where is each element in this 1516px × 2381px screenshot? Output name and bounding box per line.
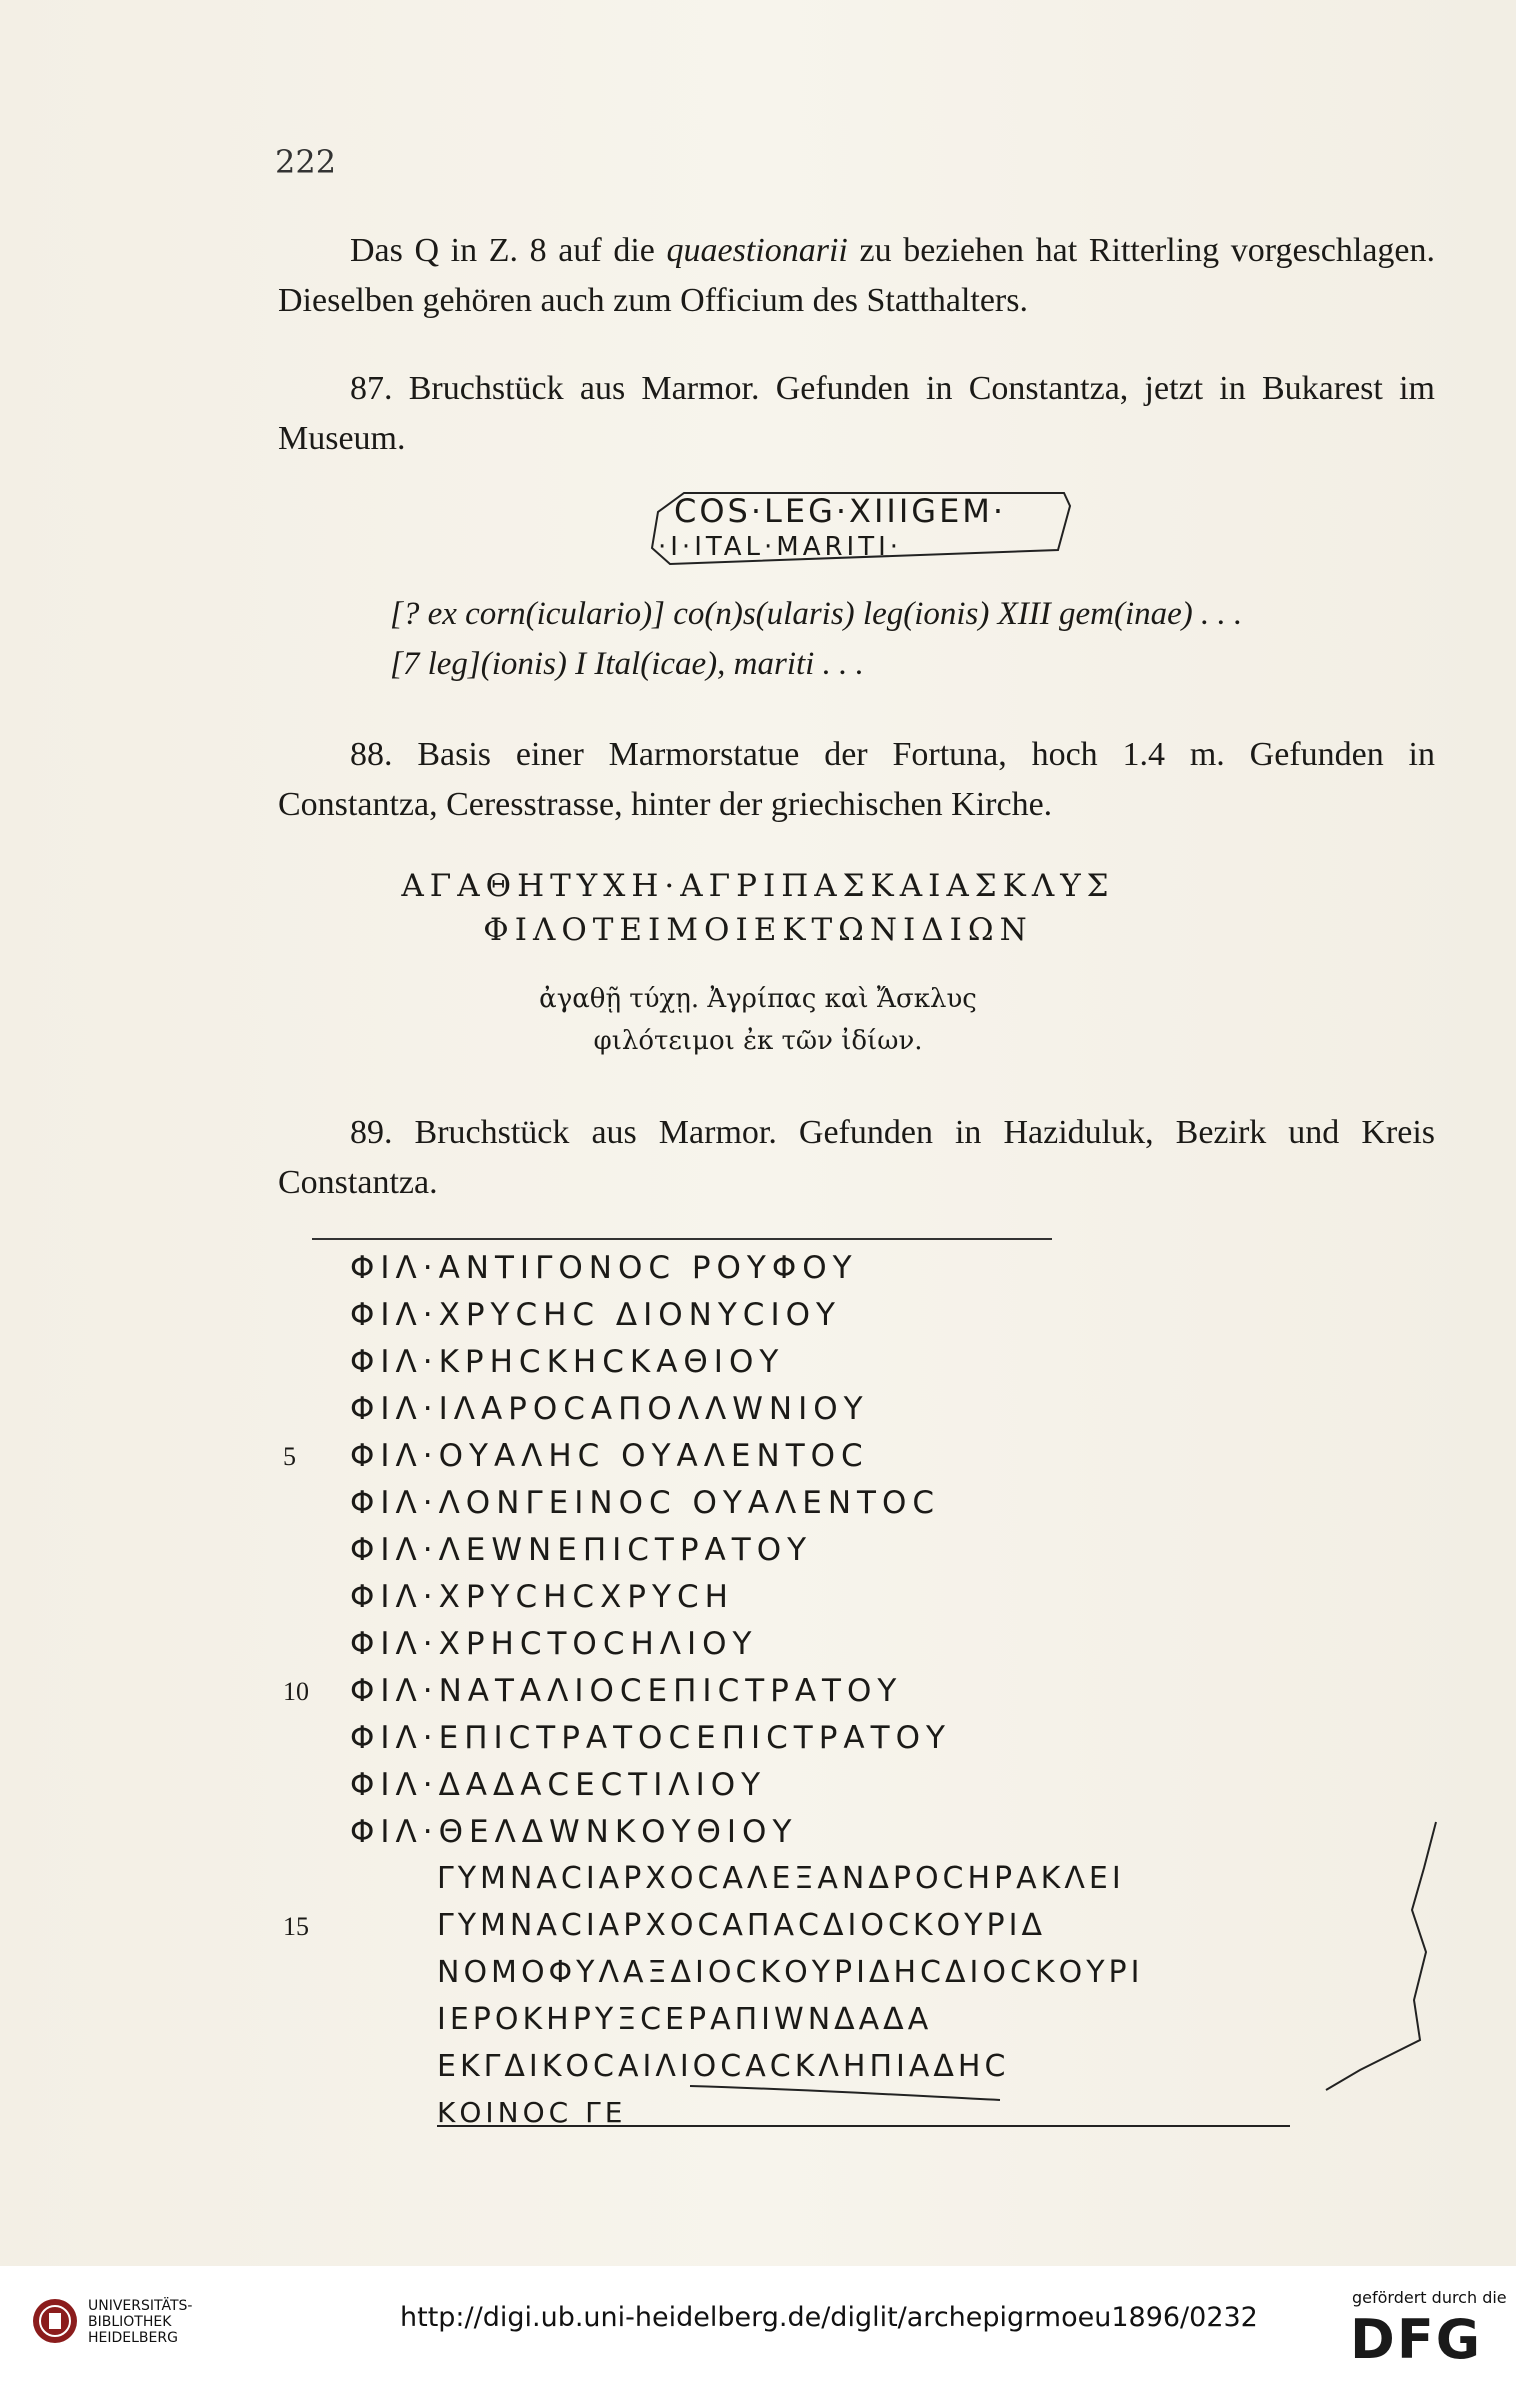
inscription-89-line: ΚΟΙΝΟC ΓΕ	[437, 2096, 627, 2129]
inscription-89-line: ΓΥΜΝΑCΙΑΡΧΟCΑΛΕΞΑΝΔΡΟCΗΡΑΚΛΕΙ	[437, 1861, 1125, 1896]
inscription-89-line: ΦΙΛ·ΑΝΤΙΓΟΝΟC ΡΟΥΦΟΥ	[350, 1250, 858, 1286]
footer-bar	[0, 2266, 1516, 2381]
inscription-89-line: ΦΙΛ·ΛΟΝΓΕΙΝΟC ΟΥΑΛΕΝΤΟC	[350, 1485, 940, 1521]
inscription-89-line: ΦΙΛ·ΧΡΥCΗCΧΡΥCΗ	[350, 1579, 734, 1615]
funding-note: gefördert durch die	[1352, 2288, 1507, 2307]
para1-rest: zu beziehen hat Ritterling vorgeschlagen. Dieselben gehören auch zum Officium des Statthalters.	[278, 232, 1436, 319]
institution-line: BIBLIOTHEK	[88, 2314, 172, 2330]
institution-line: HEIDELBERG	[88, 2330, 178, 2346]
transcription-87-line-1: [? ex corn(iculario)] co(n)s(ularis) leg(ionis) XIII gem(inae) . . .	[390, 596, 1243, 632]
page-number: 222	[275, 143, 337, 181]
inscription-89-line: ΦΙΛ·ΟΥΑΛΗC ΟΥΑΛΕΝΤΟC	[350, 1438, 869, 1474]
inscription-89-line: ΦΙΛ·ΧΡΥCΗC ΔΙΟΝΥCΙΟΥ	[350, 1297, 841, 1333]
transcription-87-line-2: [7 leg](ionis) I Ital(icae), mariti . . .	[390, 646, 864, 682]
inscription-88-minuscule-2: φιλότειμοι ἐκ τῶν ἰδίων.	[593, 1026, 923, 1056]
inscription-89-line: ΓΥΜΝΑCΙΑΡΧΟCΑΠΑCΔΙΟCΚΟΥΡΙΔ	[437, 1908, 1046, 1943]
inscription-89-line: ΝΟΜΟΦΥΛΑΞΔΙΟCΚΟΥΡΙΔΗCΔΙΟCΚΟΥΡΙ	[437, 1955, 1144, 1990]
institution-name	[88, 2298, 192, 2346]
inscription-89-line: ΦΙΛ·ΙΛΑΡΟCΑΠΟΛΛWΝΙΟΥ	[350, 1391, 869, 1427]
line-number: 10	[283, 1677, 309, 1706]
source-url-link[interactable]: http://digi.ub.uni-heidelberg.de/diglit/archepigrmoeu1896/0232	[400, 2302, 1258, 2333]
inscription-88-minuscule-1: ἀγαθῇ τύχῃ. Ἀγρίπας καὶ Ἄσκλυς	[539, 984, 977, 1014]
inscription-89-line: ΦΙΛ·ΘΕΛΔWΝΚΟΥΘΙΟΥ	[350, 1814, 798, 1850]
line-number: 15	[283, 1912, 309, 1941]
item-88-description: 88. Basis einer Marmorstatue der Fortuna, hoch 1.4 m. Gefunden in Constantza, Ceresstrasse, hinter der griechischen Kirche.	[278, 736, 1435, 823]
inscription-89-line: ΦΙΛ·ΔΑΔΑCΕCΤΙΛΙΟΥ	[350, 1767, 767, 1803]
item-87-description: 87. Bruchstück aus Marmor. Gefunden in Constantza, jetzt in Bukarest im Museum.	[278, 370, 1435, 457]
university-seal-icon	[30, 2296, 80, 2346]
inscription-89-line: ΦΙΛ·ΛΕWΝΕΠΙCΤΡΑΤΟΥ	[350, 1532, 813, 1568]
item-89-description: 89. Bruchstück aus Marmor. Gefunden in Haziduluk, Bezirk und Kreis Constantza.	[278, 1114, 1435, 1201]
institution-line: UNIVERSITÄTS-	[88, 2298, 193, 2314]
inscription-87-line-1: COS·LEG·XIIIGEM·	[674, 492, 1007, 530]
para1-italic: quaestionarii	[666, 232, 848, 269]
inscription-89-line: ΦΙΛ·ΚΡΗCΚΗCΚΑΘΙΟΥ	[350, 1344, 785, 1380]
dfg-logo: DFG	[1350, 2308, 1483, 2371]
inscription-89-line: ΕΚΓΔΙΚΟCΑΙΛΙΟCΑCΚΛΗΠΙΑΔΗC	[437, 2049, 1010, 2084]
inscription-89-line: ΦΙΛ·ΕΠΙCΤΡΑΤΟCΕΠΙCΤΡΑΤΟΥ	[350, 1720, 951, 1756]
inscription-89-line: ΙΕΡΟΚΗΡΥΞCΕΡΑΠΙWΝΔΑΔΑ	[437, 2002, 933, 2037]
inscription-88-line-2: ΦΙΛΟΤΕΙΜΟΙΕΚΤΩΝΙΔΙΩΝ	[483, 912, 1033, 948]
inscription-88-line-1: ΑΓΑΘΗΤΥΧΗ·ΑΓΡΙΠΑΣΚΑΙΑΣΚΛΥΣ	[401, 868, 1115, 904]
inscription-89-line: ΦΙΛ·ΧΡΗCΤΟCΗΛΙΟΥ	[350, 1626, 758, 1662]
inscription-89-line: ΦΙΛ·ΝΑΤΑΛΙΟCΕΠΙCΤΡΑΤΟΥ	[350, 1673, 903, 1709]
para1-text: Das Q in Z. 8 auf die	[350, 232, 655, 269]
line-number: 5	[283, 1442, 296, 1471]
inscription-87-line-2: ·I·ITAL·MARITI·	[658, 532, 903, 562]
